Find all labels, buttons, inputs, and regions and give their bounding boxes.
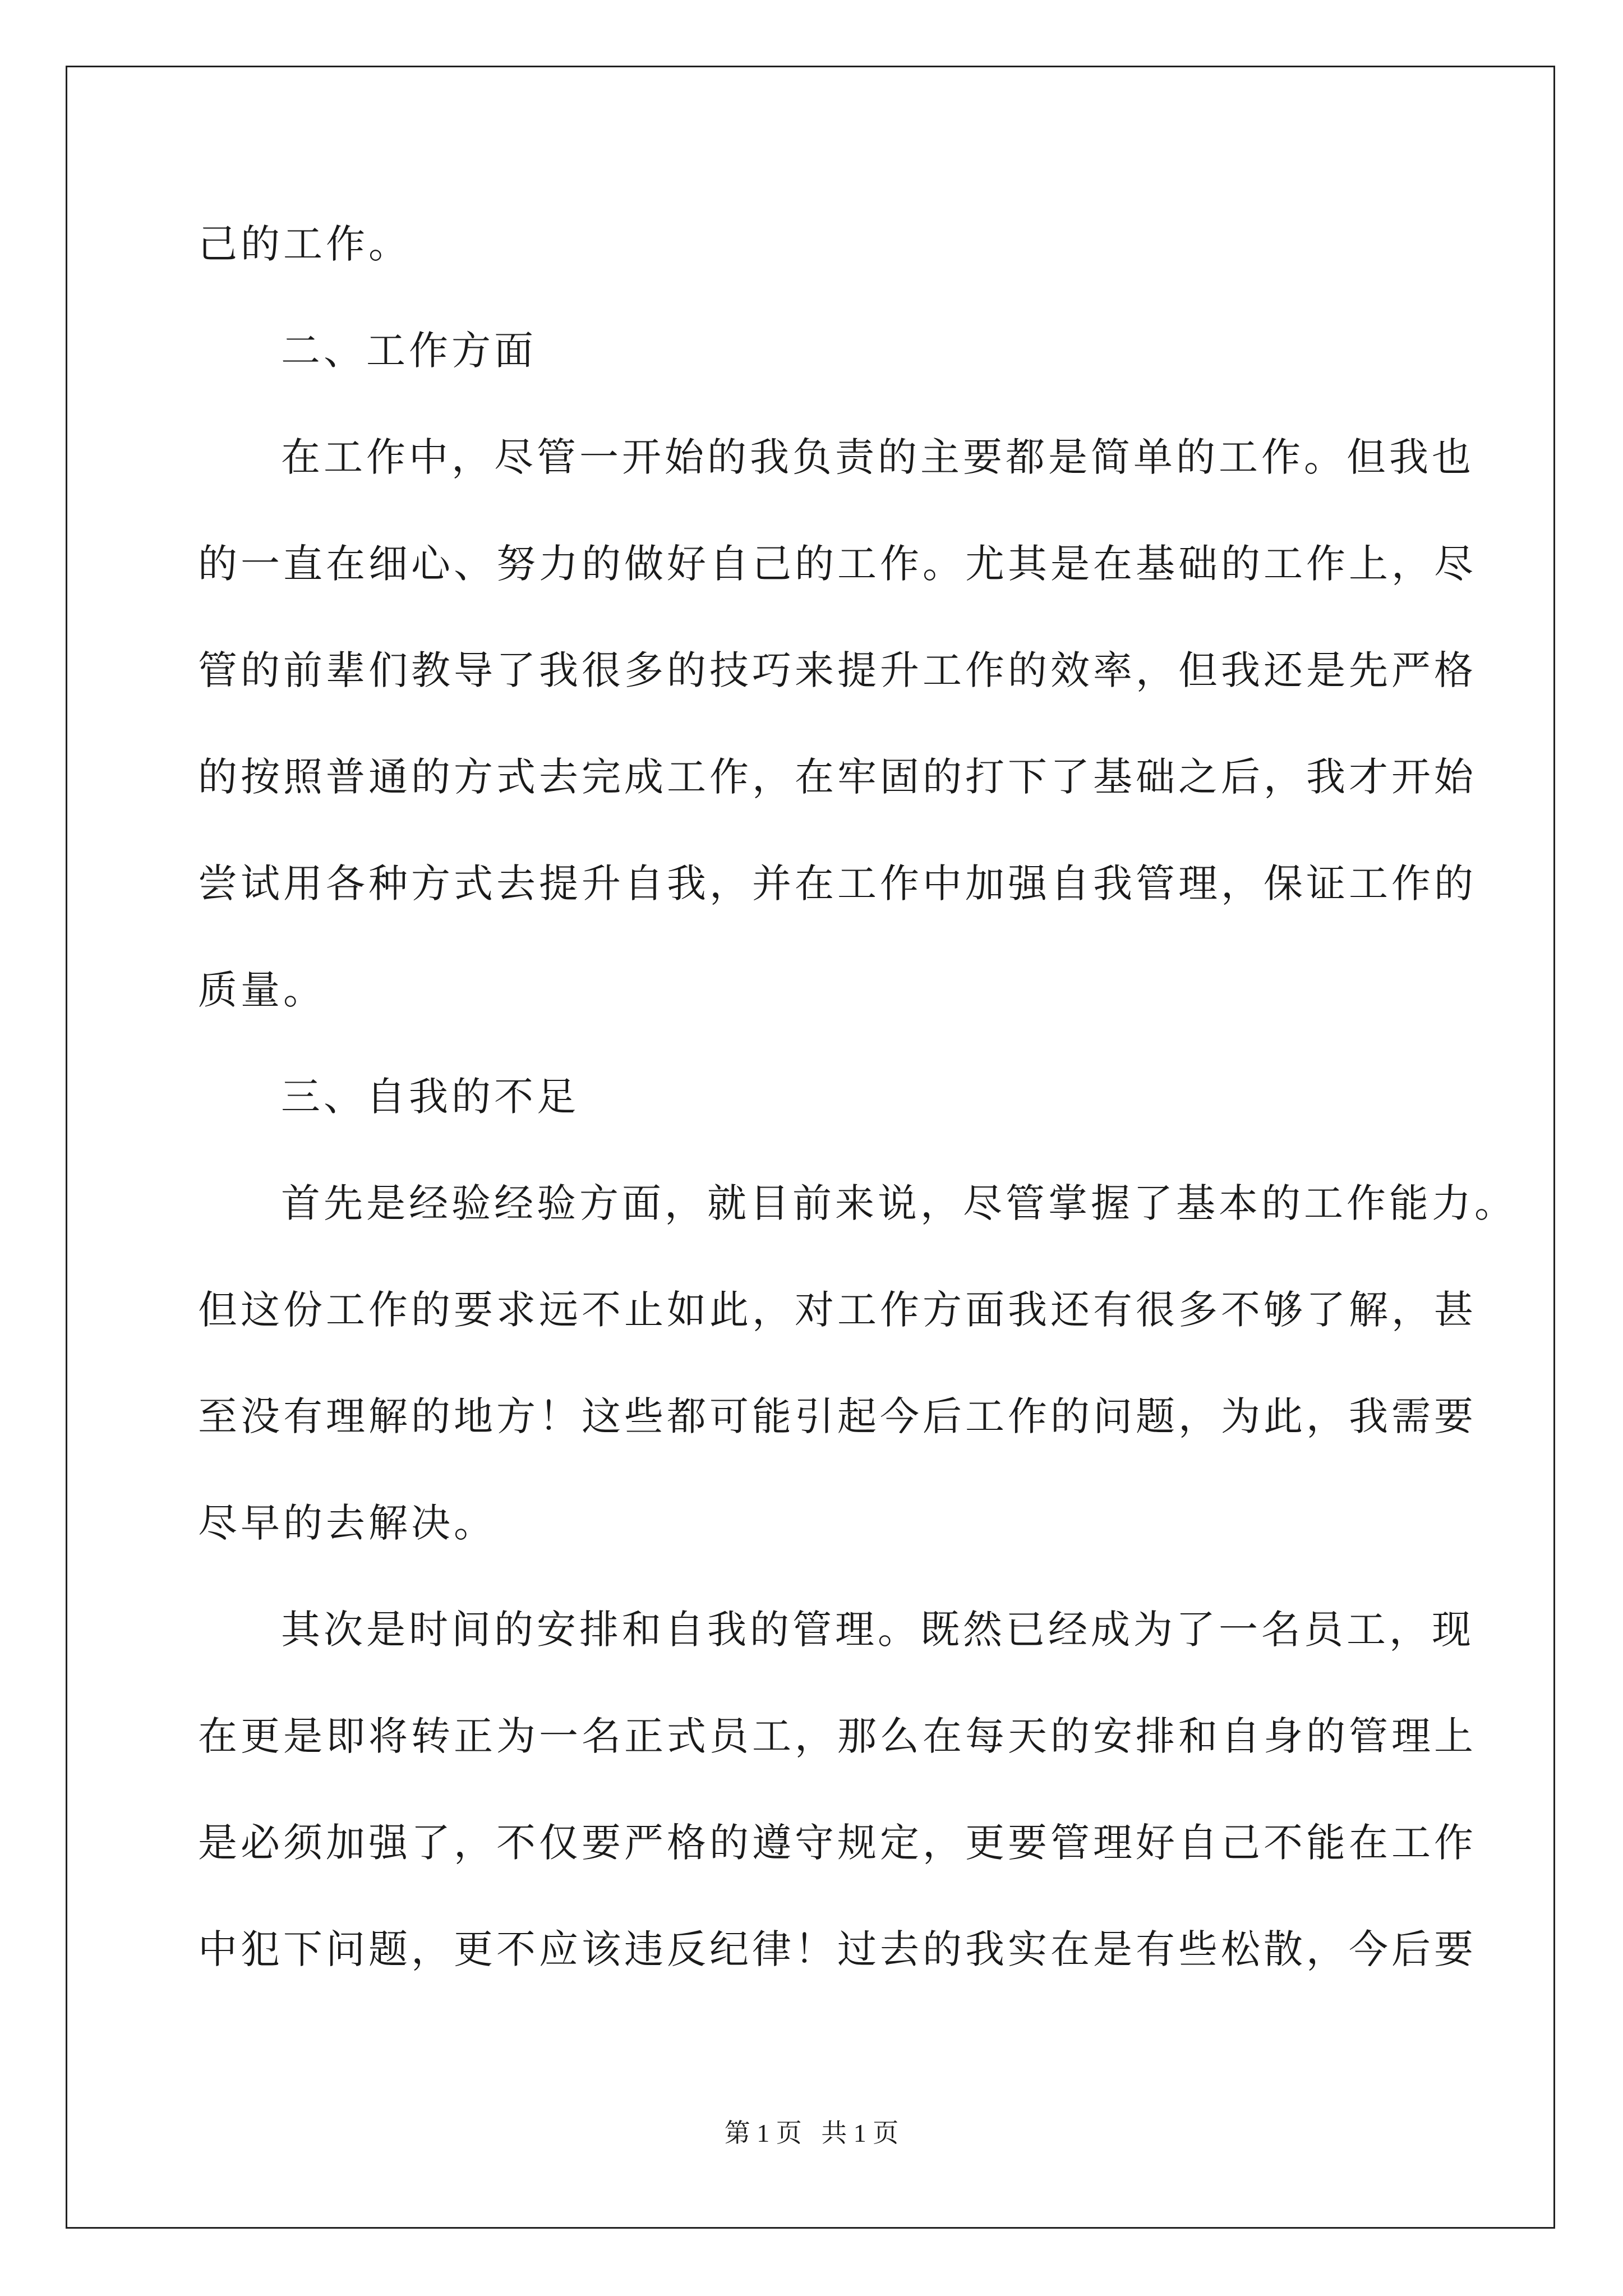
text-line: 是必须加强了，不仅要严格的遵守规定，更要管理好自己不能在工作: [198, 1820, 1477, 1866]
text-line: 尝试用各种方式去提升自我，并在工作中加强自我管理，保证工作的: [198, 861, 1477, 907]
text-line: 质量。: [198, 967, 326, 1013]
text-line: 至没有理解的地方！这些都可能引起今后工作的问题，为此，我需要: [198, 1393, 1477, 1439]
text-line: 在更是即将转正为一名正式员工，那么在每天的安排和自身的管理上: [198, 1713, 1477, 1759]
text-line: 尽早的去解决。: [198, 1500, 496, 1546]
text-line: 但这份工作的要求远不止如此，对工作方面我还有很多不够了解，甚: [198, 1287, 1477, 1333]
text-line: 其次是时间的安排和自我的管理。既然已经成为了一名员工，现: [281, 1607, 1474, 1653]
text-line: 的一直在细心、努力的做好自己的工作。尤其是在基础的工作上，尽: [198, 541, 1477, 587]
text-line: 中犯下问题，更不应该违反纪律！过去的我实在是有些松散，今后要: [198, 1926, 1477, 1972]
text-line: 在工作中，尽管一开始的我负责的主要都是简单的工作。但我也: [281, 434, 1474, 480]
text-line: 管的前辈们教导了我很多的技巧来提升工作的效率，但我还是先严格: [198, 647, 1477, 693]
page-number: 第 1 页 共 1 页: [724, 2119, 899, 2147]
section-heading: 二、工作方面: [281, 328, 537, 374]
text-line: 首先是经验经验方面，就目前来说，尽管掌握了基本的工作能力。: [281, 1180, 1517, 1226]
document-body: [198, 213, 1517, 2025]
text-line: 的按照普通的方式去完成工作，在牢固的打下了基础之后，我才开始: [198, 754, 1477, 800]
section-heading: 三、自我的不足: [281, 1074, 579, 1120]
text-line: 己的工作。: [198, 221, 411, 267]
